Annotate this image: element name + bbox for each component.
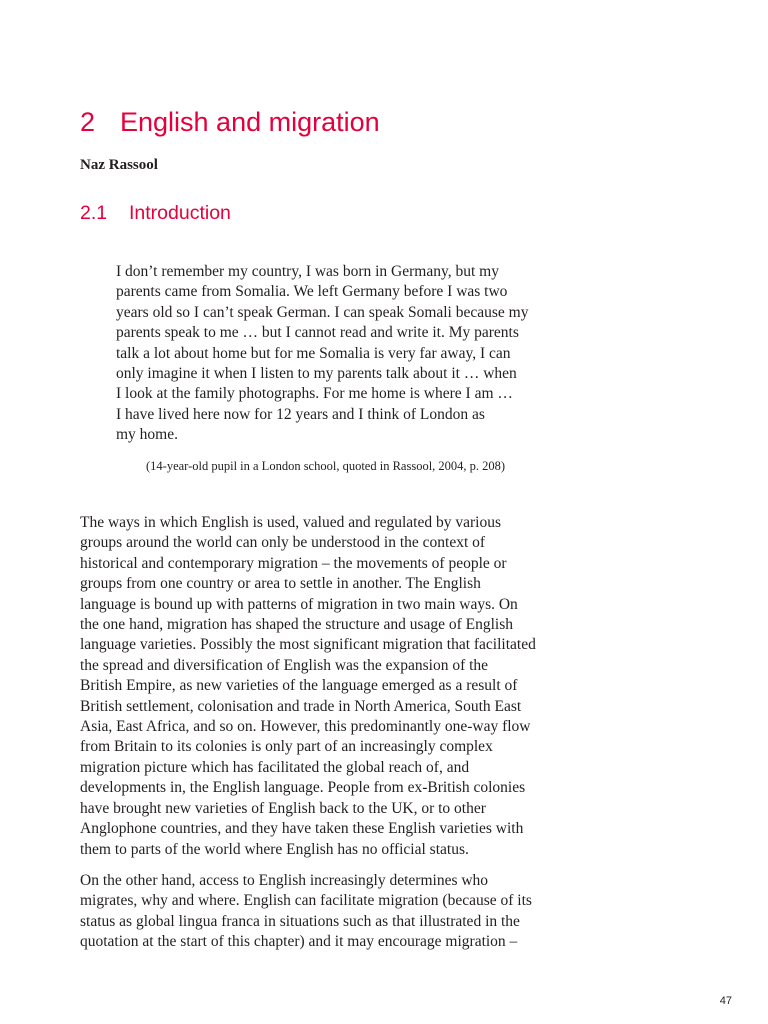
paragraph-line: On the other hand, access to English increasingly determines who <box>80 872 489 889</box>
body-paragraph <box>80 871 570 953</box>
section-title-text: Introduction <box>129 202 231 224</box>
quote-line: I look at the family photographs. For me home is where I am … <box>116 385 513 403</box>
paragraph-line: language is bound up with patterns of migration in two main ways. On <box>80 595 518 613</box>
paragraph-line: migrates, why and where. English can facilitate migration (because of its <box>80 892 532 910</box>
paragraph-line: The ways in which English is used, valued and regulated by various <box>80 514 501 531</box>
chapter-title-text: English and migration <box>120 107 380 137</box>
paragraph-line: the spread and diversification of English was the expansion of the <box>80 656 489 674</box>
chapter-title <box>80 104 380 140</box>
paragraph-line: from Britain to its colonies is only part of an increasingly complex <box>80 738 493 756</box>
paragraph-line: quotation at the start of this chapter) and it may encourage migration – <box>80 933 518 951</box>
paragraph-line: British settlement, colonisation and trade in North America, South East <box>80 697 522 715</box>
quote-line: I have lived here now for 12 years and I think of London as <box>116 405 485 423</box>
chapter-number: 2 <box>80 107 96 137</box>
paragraph-line: status as global lingua franca in situations such as that illustrated in the <box>80 912 520 930</box>
paragraph-line: developments in, the English language. People from ex-British colonies <box>80 779 526 797</box>
author-name: Naz Rassool <box>80 157 158 173</box>
paragraph-line: historical and contemporary migration – the movements of people or <box>80 554 507 572</box>
quote-line: parents came from Somalia. We left Germany before I was two <box>116 283 508 301</box>
paragraph-line: the one hand, migration has shaped the structure and usage of English <box>80 616 514 634</box>
paragraph-line: groups from one country or area to settle in another. The English <box>80 575 481 593</box>
quote-attribution: (14-year-old pupil in a London school, quoted in Rassool, 2004, p. 208) <box>146 459 506 473</box>
paragraph-line: migration picture which has facilitated the global reach of, and <box>80 758 470 776</box>
section-heading <box>80 199 231 227</box>
quote-line: I don’t remember my country, I was born in Germany, but my <box>116 263 499 280</box>
paragraph-line: British Empire, as new varieties of the language emerged as a result of <box>80 677 518 695</box>
paragraph-line: Anglophone countries, and they have taken these English varieties with <box>80 820 524 838</box>
quote-line: my home. <box>116 426 178 444</box>
quote-line: parents speak to me … but I cannot read and write it. My parents <box>116 324 519 342</box>
page-number: 47 <box>719 995 732 1007</box>
quote-line: years old so I can’t speak German. I can speak Somali because my <box>116 303 529 321</box>
paragraph-line: them to parts of the world where English has no official status. <box>80 840 469 858</box>
opening-quotation <box>116 262 576 446</box>
quote-line: talk a lot about home but for me Somalia is very far away, I can <box>116 344 511 362</box>
quote-line: only imagine it when I listen to my parents talk about it … when <box>116 365 517 383</box>
paragraph-line: Asia, East Africa, and so on. However, this predominantly one-way flow <box>80 718 531 736</box>
paragraph-line: language varieties. Possibly the most significant migration that facilitated <box>80 636 536 654</box>
section-number: 2.1 <box>80 202 108 224</box>
paragraph-line: have brought new varieties of English back to the UK, or to other <box>80 799 486 817</box>
paragraph-line: groups around the world can only be understood in the context of <box>80 534 486 552</box>
body-paragraph <box>80 513 570 860</box>
